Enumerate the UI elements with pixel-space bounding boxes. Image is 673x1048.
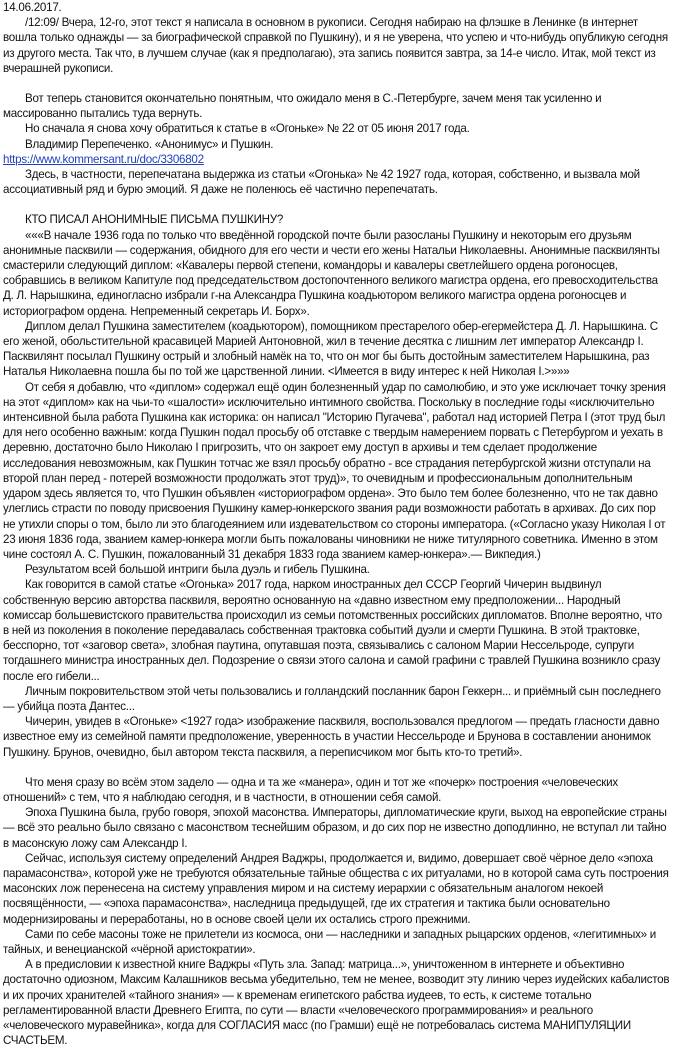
paragraph-intro: /12:09/ Вчера, 12-го, этот текст я написала в основном в рукописи. Сегодня набираю на флэшке в Ленинке (в интернет вошла только однажды — за биографической справкой по Пушкину), и я не уверена, что успею и что-нибудь опубликую сегодня из другого места. Так что, в лучшем случае (как я предполагаю), эта запись появится завтра, за 14-е число. Итак, мой текст из вчерашней рукописи. (3, 16, 668, 75)
blank-line (3, 760, 670, 775)
paragraph: Сами по себе масоны тоже не прилетели из космоса, они — наследники и западных рыцарских орденов, «легитимных» и тайных, и венецианской «чёрной аристократии». (3, 927, 657, 956)
paragraph: Личным покровительством этой четы пользовались и голландский посланник барон Геккерн... и приёмный сын последнего — убийца поэта Дантес... (3, 684, 661, 713)
blank-line (3, 197, 670, 212)
blank-line (3, 76, 670, 91)
article-reference: Владимир Перепеченко. «Анонимус» и Пушкин. (25, 137, 274, 151)
quote-paragraph: «««В начале 1936 года по только что введённой городской почте были разосланы Пушкину и некоторым его друзьям анонимные пасквили — содержания, обидного для его чести и чести его жены Натальи Николаевны. Анонимные пасквилянты смастерили следующий диплом: «Кавалеры первой степени, командоры и кавалеры светлейшего ордена рогоносцев, собравшись в великом Капитуле под председательством достопочтенного великого магистра ордена, его превосходительства Д. Л. Нарышкина, единогласно избрали г-на Александра Пушкина коадьютором великого магистра ордена рогоносцев и историографом ордена. Непременный секретарь И. Борх». (3, 228, 660, 318)
paragraph: Что меня сразу во всём этом задело — одна и та же «манера», один и тот же «почерк» построения «человеческих отношений» с тем, что я наблюдаю сегодня, и в частности, в отношении себя самой. (3, 775, 618, 804)
paragraph: Здесь, в частности, перепечатана выдержка из статьи «Огонька» № 42 1927 года, которая, собственно, и вызвала мой ассоциативный ряд и бурю эмоций. Я даже не поленюсь её частично перепечатать. (3, 168, 640, 197)
article-link[interactable]: https://www.kommersant.ru/doc/3306802 (3, 152, 204, 166)
paragraph: Эпоха Пушкина была, грубо говоря, эпохой масонства. Императоры, дипломатические круги, выход на европейские страны — всё это реально было связано с масонством теснейшим образом, и до сих пор не известно доподлинно, не вступал ли тайно в масонскую ложу сам Александр I. (3, 806, 667, 850)
section-heading: КТО ПИСАЛ АНОНИМНЫЕ ПИСЬМА ПУШКИНУ? (25, 213, 284, 227)
paragraph: А в предисловии к известной книге Ваджры «Путь зла. Запад: матрица...», уничтоженном в интернете и объективно достаточно одиозном, Максим Калашников весьма убедительно, тем не менее, возводит эту линию через иудейских кабалистов и их прочих хранителей «тайного знания» — к временам египетского рабства иудеев, то есть, к системе тотально регламентированной власти Древнего Египта, по сути — власти «человеческого программирования» и реального «человеческого муравейника», когда для СОГЛАСИЯ масс (по Грамши) ещё не потребовалась система МАНИПУЛЯЦИИ СЧАСТЬЕМ. (3, 958, 670, 1048)
paragraph: Вот теперь становится окончательно понятным, что ожидало меня в С.-Петербурге, зачем меня так усиленно и массированно пытались туда вернуть. (3, 92, 602, 121)
paragraph: Чичерин, увидев в «Огоньке» <1927 года> изображение пасквиля, воспользовался предлогом — предать гласности давно известное ему из семейной памяти предположение, уверенность в участии Нессельроде и Брунова в составлении анонимок Пушкину. Брунов, очевидно, был автором текста пасквиля, а переписчиком мог быть кто-то третий». (3, 715, 660, 759)
paragraph: Но сначала я снова хочу обратиться к статье в «Огоньке» № 22 от 05 июня 2017 года. (25, 122, 470, 136)
date-line: 14.06.2017. (3, 1, 62, 14)
quote-paragraph: Диплом делал Пушкина заместителем (коадьютором), помощником престарелого обер-егермейстера Д. Л. Нарышкина. С его женой, обольстительной красавицей Марией Антоновной, жил в течение десятка с лишним лет император Александр I. Пасквилянт посылал Пушкину острый и злобный намёк на то, что он мог бы быть достойным заместителем Нарышкина, раз Наталья Николаевна пошла бы по той же царственной линии. <Имеется в виду интерес к ней Николая I.>»»» (3, 319, 658, 379)
paragraph: От себя я добавлю, что «диплом» содержал ещё один болезненный удар по самолюбию, и это уже исключает точку зрения на этот «диплом» как на чьи-то «шалости» исключительно интимного свойства. Поскольку в последние годы «исключительно интенсивной была работа Пушкина как историка: он написал "Историю Пугачева", работал над историей Петра I (этот труд был для него особенно важным: когда Пушкин подал просьбу об отставке с твердым намерением порвать с Петербургом и уехать в деревню, достаточно было Николаю I пригрозить, что он закроет ему доступ в архивы и тем сделает продолжение исследования невозможным, как Пушкин тотчас же взял просьбу обратно - все страдания петербургской жизни отступали на второй план перед - потерей возможности продолжать этот труд)», то очевидным и профессиональным дополнительным ударом здесь является то, что Пушкин объявлен «историографом ордена». Это было тем более болезненно, что не так давно улеглись страсти по поводу присвоения Пушкину камер-юнкерского звания ради возможности работать в архивах. До сих пор не утихли споры о том, было ли это благодеянием или издевательством со стороны императора. («Согласно указу Николая I от 23 июня 1836 года, званием камер-юнкера могли быть пожалованы чиновники не ниже титулярного советника. Именно в этом чине состоял А. С. Пушкин, пожалованный 31 декабря 1833 года званием камер-юнкера».— Викпедия.) (3, 380, 666, 561)
paragraph: Сейчас, используя систему определений Андрея Ваджры, продолжается и, видимо, довершает своё чёрное дело «эпоха парамасонства», которой уже не требуются обязательные тайные общества с их ритуалами, но в которой сама суть построения масонских лож перенесена на систему управления миром и на систему иерархии с обязательным аналогом некоей посвящённости, — «эпоха парамасонства», наследница предыдущей, где их стратегия и тактика были основательно модернизированы и переработаны, но в основе своей цели их остались строго прежними. (3, 851, 669, 926)
paragraph: Как говорится в самой статье «Огонька» 2017 года, нарком иностранных дел СССР Георгий Чичерин выдвинул собственную версию авторства пасквиля, вероятно основанную на «давно известном ему предположении... Народный комиссар большевистского правительства происходил из семьи потомственных российских дипломатов. Вполне вероятно, что в ней из поколения в поколение передавалась собственная трактовка событий дуэли и смерти Пушкина. В этой трактовке, бесспорно, тот «заговор света», злобная паутина, опутавшая поэта, связывались с салоном Марии Нессельроде, супруги тогдашнего министра иностранных дел. Подозрение о связи этого салона и самой графини с травлей Пушкина возникло сразу после его гибели... (3, 578, 662, 683)
paragraph: Результатом всей большой интриги была дуэль и гибель Пушкина. (25, 563, 370, 577)
